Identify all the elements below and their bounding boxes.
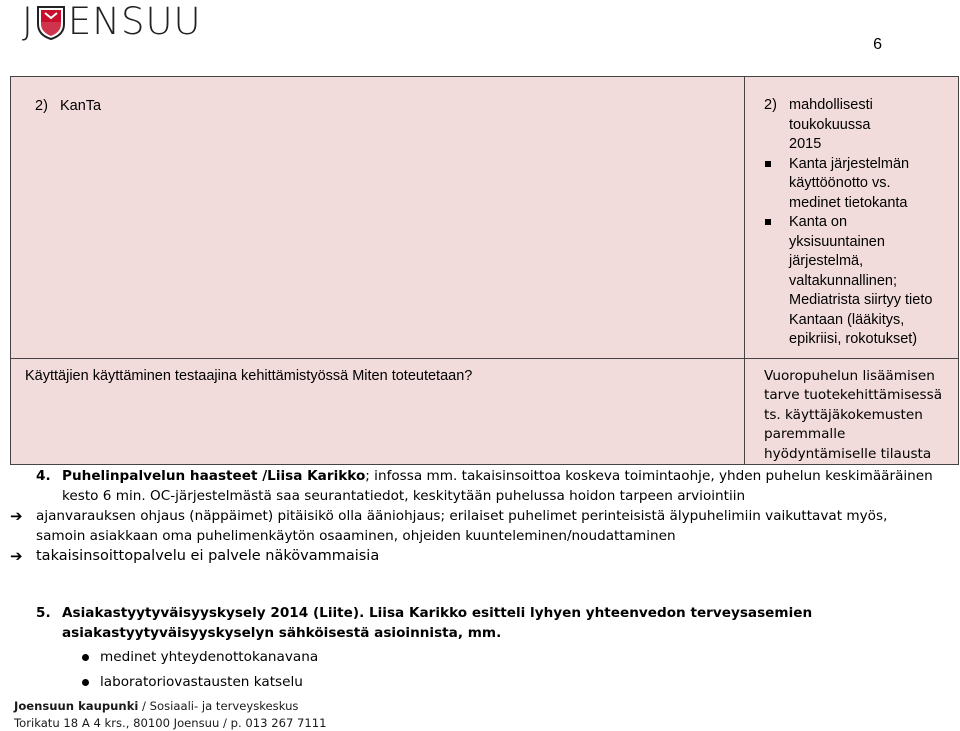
list-item: 2) KanTa [35, 97, 730, 117]
joensuu-logo [22, 2, 202, 42]
section-text: Liisa Karikko esitteli lyhyen yhteenvedon terveysasemien asiakastyytyväisyyskyselyn sähköisestä asioinnista, mm. [62, 605, 813, 641]
square-bullet-icon [764, 155, 789, 214]
section-number: 4. [36, 468, 51, 484]
note-line: mahdollisesti toukokuussa [789, 97, 873, 133]
section-number: 5. [36, 605, 51, 621]
table-cell-notes [745, 77, 959, 359]
note-text: Vuoropuhelun lisäämisen tarve tuotekehittämisessä ts. käyttäjäkokemusten paremmalle hyödyntämiselle tilausta [764, 367, 943, 462]
table-row [11, 358, 959, 465]
logo-text-right: ENSUU [67, 0, 202, 43]
section-4 [10, 467, 936, 567]
arrow-right-icon: ➔ [10, 547, 23, 565]
list-item: 2) mahdollisesti toukokuussa 2015 Kanta järjestelmän käyttöönotto vs. medinet tietokanta Kanta on yksisuuntainen järjestelmä, valtakunnallinen; Mediatrista siirtyy tieto Kantaan (lääkitys, epikriisi, rokotukset) [764, 96, 946, 350]
bullet-icon [82, 648, 100, 668]
list-item: ➔ ajanvarauksen ohjaus (näppäimet) pitäisikö olla ääniohjaus; erilaiset puhelimet perinteisistä älypuhelimiin vaikuttavat myös, samoin asiakkaan oma puhelimenkäytön osaaminen, ohjeiden kuunteleminen/noudattaminen [10, 507, 936, 546]
footer-org: Joensuun kaupunki [14, 699, 139, 713]
joensuu-crest-icon [36, 4, 66, 40]
list-item: ➔ takaisinsoittopalvelu ei palvele näkövammaisia [10, 547, 380, 565]
list-item: laboratoriovastausten katselu [82, 673, 936, 693]
topic-text: Käyttäjien käyttäminen testaajina kehittämistyössä Miten toteutetaan? [25, 367, 473, 384]
list-item: Kanta järjestelmän käyttöönotto vs. medinet tietokanta [764, 155, 946, 214]
bullet-icon [82, 673, 100, 693]
topic-text: KanTa [60, 98, 102, 114]
table-cell-topic [11, 358, 745, 465]
arrow-right-icon: ➔ [10, 507, 23, 525]
section-5 [36, 604, 936, 692]
table-cell-notes [745, 358, 959, 465]
table-row [11, 77, 959, 359]
footer-dept: / Sosiaali- ja terveyskeskus [138, 699, 299, 713]
logo-text-left: J [22, 0, 34, 43]
note-line: 2015 [789, 136, 822, 152]
minutes-table [10, 76, 959, 465]
section-title: Puhelinpalvelun haasteet /Liisa Karikko [62, 468, 366, 484]
list-item: Kanta on yksisuuntainen järjestelmä, valtakunnallinen; Mediatrista siirtyy tieto Kantaan (lääkitys, epikriisi, rokotukset) [764, 213, 946, 350]
table-cell-topic [11, 77, 745, 359]
section-title: Asiakastyytyväisyyskysely 2014 (Liite). [62, 605, 365, 621]
square-bullet-icon [764, 213, 789, 350]
page-footer [14, 698, 327, 731]
page-number: 6 [873, 36, 882, 53]
section-text: ; infossa mm. takaisinsoittoa koskeva toimintaohje, yhden puhelun keskimääräinen kesto 6 min. OC-järjestelmästä saa seurantatiedot, keskitytään puhelussa hoidon tarpeen arviointiin [62, 468, 933, 504]
list-item: medinet yhteydenottokanavana [82, 648, 936, 668]
footer-address: Torikatu 18 A 4 krs., 80100 Joensuu / p. 013 267 7111 [14, 715, 327, 730]
